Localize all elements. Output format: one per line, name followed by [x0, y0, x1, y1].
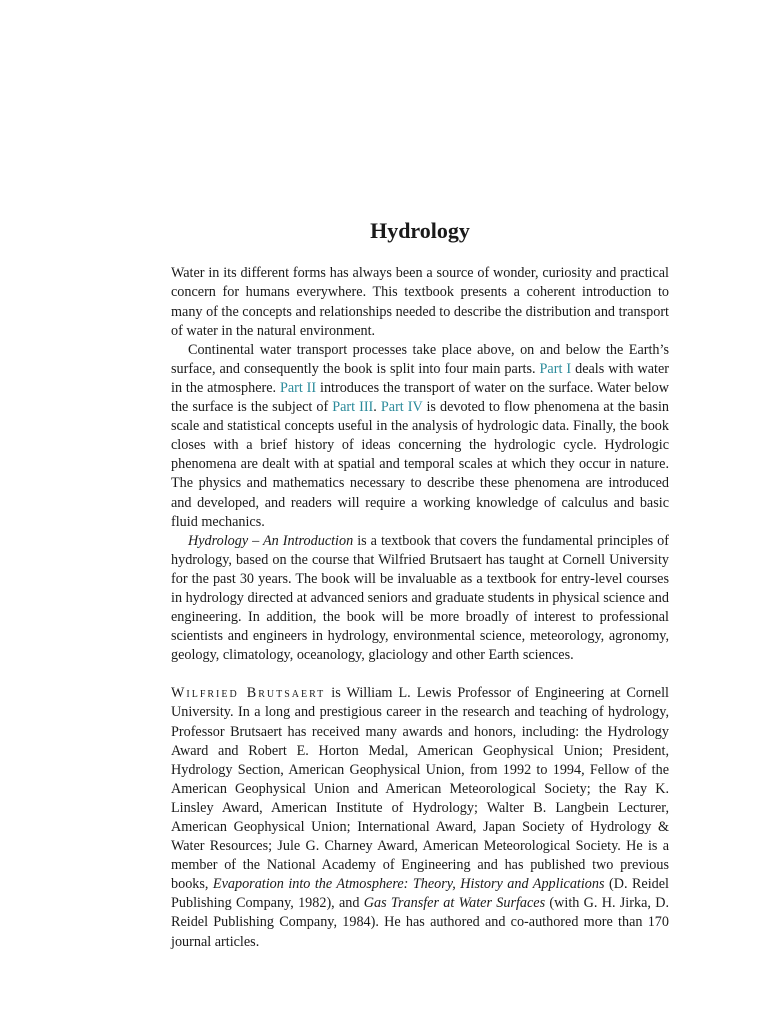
book-title-italic: Hydrology – An Introduction — [188, 532, 354, 549]
intro-paragraph — [171, 264, 669, 340]
textbook-paragraph — [171, 532, 669, 666]
intro-text: Water in its different forms has always been a source of wonder, curiosity and practical concern for humans everywhere. This textbook presents a coherent introduction to many of the concepts and relationships needed to describe the distribution and transport of water in the natural environment. — [171, 265, 670, 339]
part-iv-link[interactable]: Part IV — [380, 399, 423, 416]
part-ii-link[interactable]: Part II — [279, 379, 317, 396]
author-bio-paragraph — [171, 684, 669, 951]
parts-text-4: . — [373, 399, 381, 416]
author-bio-text-2: (D. Reidel Publishing Company, 1982), and — [171, 876, 670, 912]
page-title: Hydrology — [370, 218, 470, 243]
previous-book-1: Evaporation into the Atmosphere: Theory, History and Applications — [212, 876, 605, 893]
previous-book-2: Gas Transfer at Water Surfaces — [363, 895, 546, 912]
parts-text-1: Continental water transport processes take place above, on and below the Earth’s surface, and consequently the book is split into four main parts. — [171, 341, 669, 377]
parts-paragraph — [171, 341, 669, 532]
parts-text-5: is devoted to flow phenomena at the basin scale and statistical concepts useful in the analysis of hydrologic data. Finally, the book closes with a brief history of ideas concerning the hydrologic cycle. Hydrologic phenomena are dealt with at spatial and temporal scales at which they occur in nature. The physics and mathematics necessary to describe these phenomena are introduced and developed, and readers will require a working knowledge of calculus and basic fluid mechanics. — [171, 399, 669, 530]
author-name: Wilfried Brutsaert — [171, 685, 326, 702]
author-bio-text-3: (with G. H. Jirka, D. Reidel Publishing Company, 1984). He has authored and co-authored more than 170 journal articles. — [171, 895, 669, 950]
part-iii-link[interactable]: Part III — [332, 399, 374, 416]
parts-text-2: deals with water in the atmosphere. — [171, 360, 669, 396]
book-blurb-page — [171, 218, 669, 952]
part-i-link[interactable]: Part I — [539, 360, 572, 377]
author-bio-text-1: is William L. Lewis Professor of Engineering at Cornell University. In a long and prestigious career in the research and teaching of hydrology, Professor Brutsaert has received many awards and honors, including: the Hydrology Award and Robert E. Horton Medal, American Geophysical Union; President, Hydrology Section, American Geophysical Union, from 1992 to 1994, Fellow of the American Geophysical Union and American Meteorological Society; the Ray K. Linsley Award, American Institute of Hydrology; Walter B. Langbein Lecturer, American Geophysical Union; International Award, Japan Society of Hydrology & Water Resources; Jule G. Charney Award, American Meteorological Society. He is a member of the National Academy of Engineering and has published two previous books, — [171, 685, 669, 893]
textbook-text: is a textbook that covers the fundamental principles of hydrology, based on the course that Wilfried Brutsaert has taught at Cornell University for the past 30 years. The book will be invaluable as a textbook for entry-level courses in hydrology directed at advanced seniors and graduate students in physical science and engineering. In addition, the book will be more broadly of interest to professional scientists and engineers in hydrology, environmental science, meteorology, agronomy, geology, climatology, oceanology, glaciology and other Earth sciences. — [171, 532, 669, 664]
parts-text-3: introduces the transport of water on the surface. Water below the surface is the subject of — [171, 379, 670, 416]
